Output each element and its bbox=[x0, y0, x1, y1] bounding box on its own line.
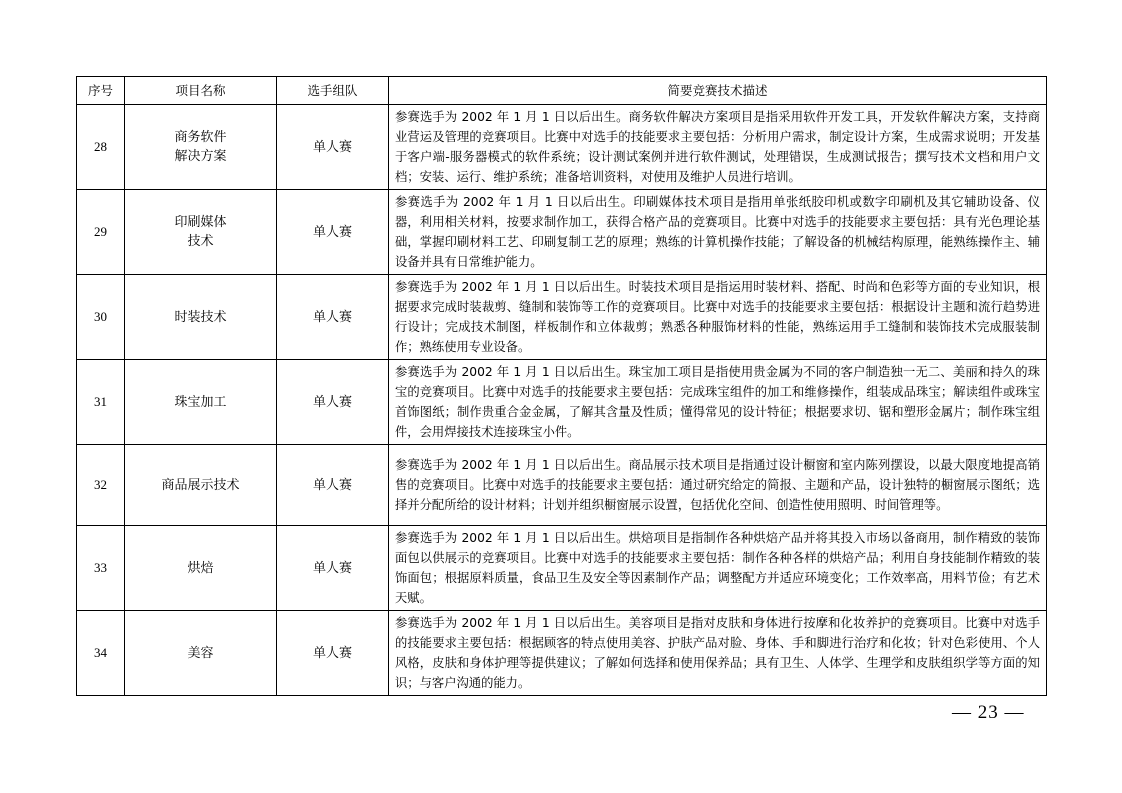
header-team-type: 选手组队 bbox=[277, 77, 389, 105]
row-number: 28 bbox=[77, 105, 125, 190]
table-row bbox=[77, 526, 1047, 611]
row-number: 33 bbox=[77, 526, 125, 611]
team-type: 单人赛 bbox=[277, 526, 389, 611]
table-row bbox=[77, 275, 1047, 360]
project-name bbox=[125, 190, 277, 275]
project-name bbox=[125, 105, 277, 190]
table-header-row bbox=[77, 77, 1047, 105]
team-type: 单人赛 bbox=[277, 275, 389, 360]
team-type: 单人赛 bbox=[277, 360, 389, 445]
row-number: 34 bbox=[77, 611, 125, 696]
competition-table bbox=[76, 76, 1047, 696]
description: 参赛选手为 2002 年 1 月 1 日以后出生。珠宝加工项目是指使用贵金属为不同的客户制造独一无二、美丽和持久的珠宝的竞赛项目。比赛中对选手的技能要求主要包括：完成珠宝组件的加工和维修操作，组装成品珠宝；解读组件或珠宝首饰图纸；制作贵重合金金属，了解其含量及性质；懂得常见的设计特征；根据要求切、锯和塑形金属片；制作珠宝组件，会用焊接技术连接珠宝小件。 bbox=[389, 360, 1047, 445]
table-row bbox=[77, 190, 1047, 275]
team-type: 单人赛 bbox=[277, 190, 389, 275]
table-row bbox=[77, 360, 1047, 445]
team-type: 单人赛 bbox=[277, 611, 389, 696]
row-number: 29 bbox=[77, 190, 125, 275]
row-number: 32 bbox=[77, 445, 125, 526]
table-row bbox=[77, 105, 1047, 190]
team-type: 单人赛 bbox=[277, 445, 389, 526]
description: 参赛选手为 2002 年 1 月 1 日以后出生。商品展示技术项目是指通过设计橱窗和室内陈列摆设，以最大限度地提高销售的竞赛项目。比赛中对选手的技能要求主要包括：通过研究给定的简报、主题和产品，设计独特的橱窗展示图纸；选择并分配所给的设计材料；计划并组织橱窗展示设置，包括优化空间、创造性使用照明、时间管理等。 bbox=[389, 445, 1047, 526]
project-name: 商品展示技术 bbox=[125, 445, 277, 526]
description: 参赛选手为 2002 年 1 月 1 日以后出生。时装技术项目是指运用时装材料、搭配、时尚和色彩等方面的专业知识，根据要求完成时装裁剪、缝制和装饰等工作的竞赛项目。比赛中对选手的技能要求主要包括：根据设计主题和流行趋势进行设计；完成技术制图，样板制作和立体裁剪；熟悉各种服饰材料的性能，熟练运用手工缝制和装饰技术完成服装制作；熟练使用专业设备。 bbox=[389, 275, 1047, 360]
description: 参赛选手为 2002 年 1 月 1 日以后出生。印刷媒体技术项目是指用单张纸胶印机或数字印刷机及其它辅助设备、仪器，利用相关材料，按要求制作加工，获得合格产品的竞赛项目。比赛中对选手的技能要求主要包括：具有光色理论基础，掌握印刷材料工艺、印刷复制工艺的原理；熟练的计算机操作技能；了解设备的机械结构原理，能熟练操作主、辅设备并具有日常维护能力。 bbox=[389, 190, 1047, 275]
page-number: — 23 — bbox=[952, 702, 1025, 723]
team-type: 单人赛 bbox=[277, 105, 389, 190]
description: 参赛选手为 2002 年 1 月 1 日以后出生。美容项目是指对皮肤和身体进行按摩和化妆养护的竞赛项目。比赛中对选手的技能要求主要包括：根据顾客的特点使用美容、护肤产品对脸、身体、手和脚进行治疗和化妆；针对色彩使用、个人风格，皮肤和身体护理等提供建议；了解如何选择和使用保养品；具有卫生、人体学、生理学和皮肤组织学等方面的知识；与客户沟通的能力。 bbox=[389, 611, 1047, 696]
description: 参赛选手为 2002 年 1 月 1 日以后出生。商务软件解决方案项目是指采用软件开发工具，开发软件解决方案，支持商业营运及管理的竞赛项目。比赛中对选手的技能要求主要包括：分析用户需求，制定设计方案，生成需求说明；开发基于客户端-服务器模式的软件系统；设计测试案例并进行软件测试，处理错误，生成测试报告；撰写技术文档和用户文档；安装、运行、维护系统；准备培训资料，对使用及维护人员进行培训。 bbox=[389, 105, 1047, 190]
project-name-line-2: 技术 bbox=[187, 234, 214, 249]
header-number: 序号 bbox=[77, 77, 125, 105]
description: 参赛选手为 2002 年 1 月 1 日以后出生。烘焙项目是指制作各种烘焙产品并将其投入市场以备商用，制作精致的装饰面包以供展示的竞赛项目。比赛中对选手的技能要求主要包括：制作各种各样的烘焙产品；利用自身技能制作精致的装饰面包；根据原料质量，食品卫生及安全等因素制作产品；调整配方并适应环境变化；工作效率高，用料节俭；有艺术天赋。 bbox=[389, 526, 1047, 611]
project-name: 美容 bbox=[125, 611, 277, 696]
header-description: 简要竞赛技术描述 bbox=[389, 77, 1047, 105]
row-number: 30 bbox=[77, 275, 125, 360]
project-name-line-1: 商务软件 bbox=[174, 130, 227, 145]
project-name: 烘焙 bbox=[125, 526, 277, 611]
table-row bbox=[77, 445, 1047, 526]
table-row bbox=[77, 611, 1047, 696]
header-project-name: 项目名称 bbox=[125, 77, 277, 105]
row-number: 31 bbox=[77, 360, 125, 445]
project-name-line-1: 印刷媒体 bbox=[174, 215, 227, 230]
project-name-line-2: 解决方案 bbox=[174, 149, 227, 164]
project-name: 时装技术 bbox=[125, 275, 277, 360]
project-name: 珠宝加工 bbox=[125, 360, 277, 445]
